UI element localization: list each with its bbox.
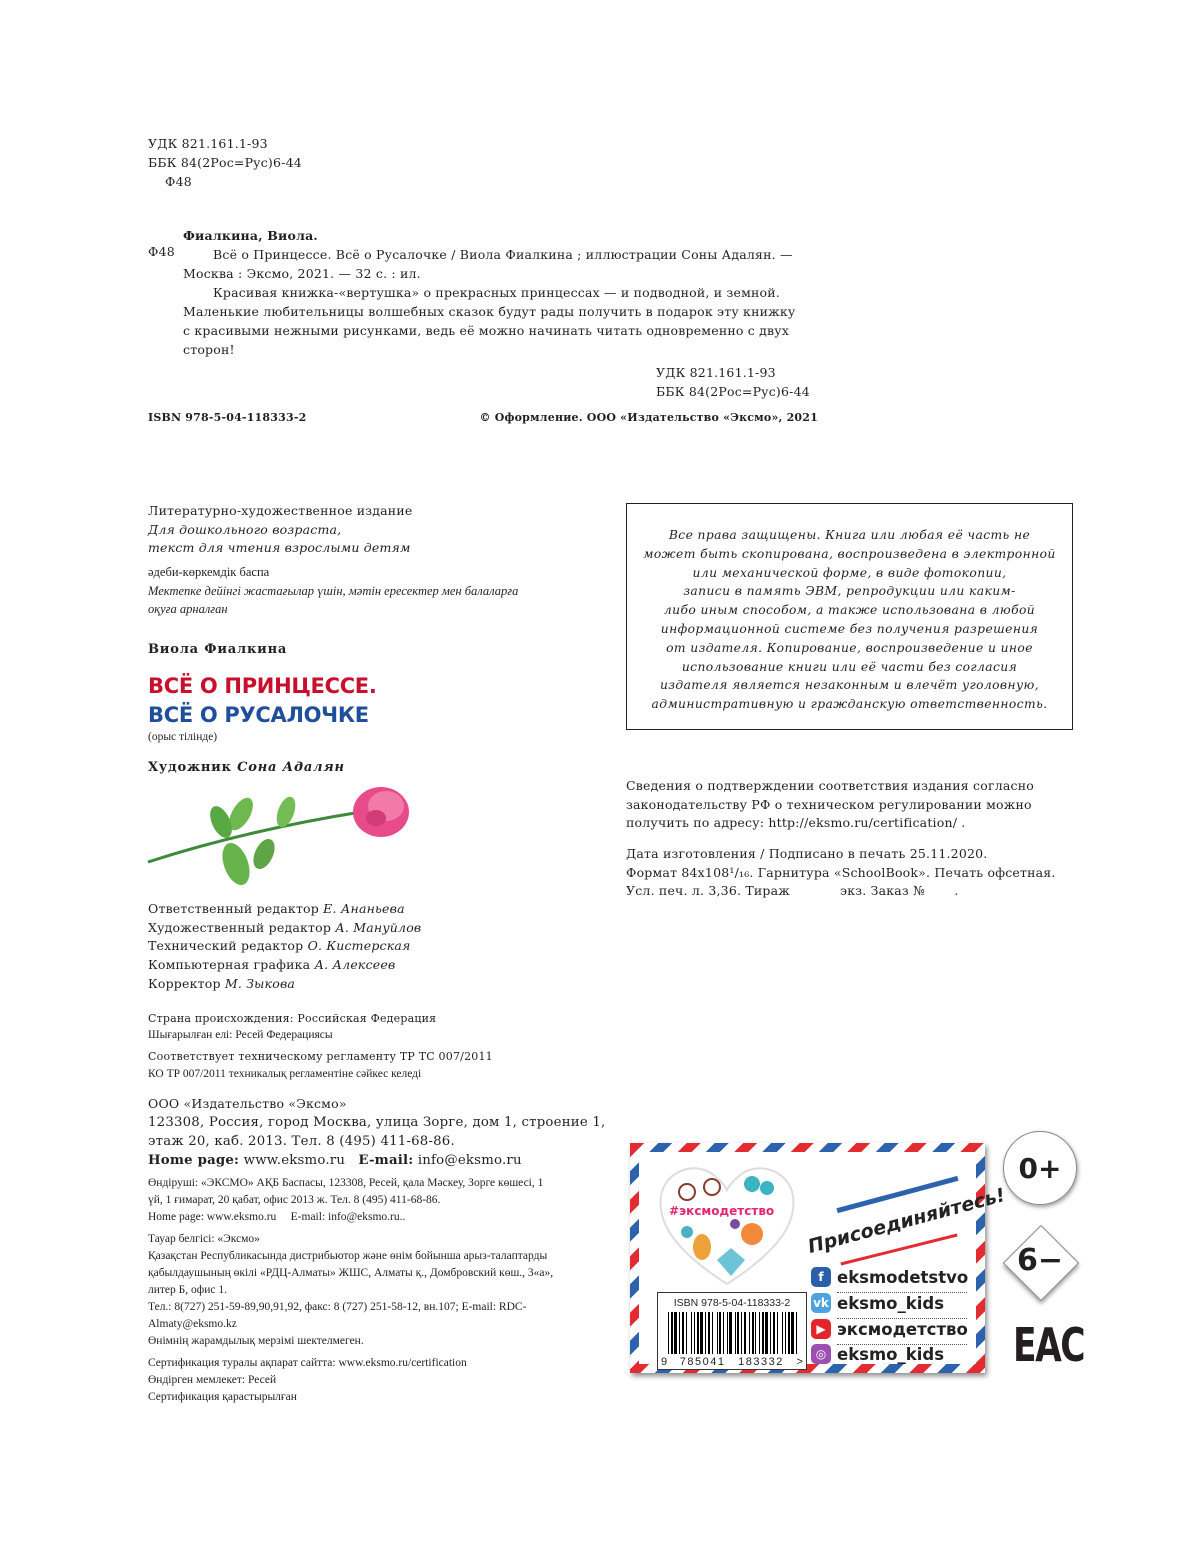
annotation-line: с красивыми нежными рисунками, ведь её можно начинать читать одновременно с двух [183, 323, 790, 338]
barcode-bar [727, 1312, 728, 1354]
social-vk[interactable]: vk eksmo_kids [811, 1293, 944, 1313]
barcode-bar [744, 1312, 746, 1354]
origin-country-kz: Шығарылған елі: Ресей Федерациясы [148, 1029, 333, 1041]
barcode-bar [682, 1312, 684, 1354]
udk-top: УДК 821.161.1-93 [148, 136, 268, 151]
print-line: Формат 84x108¹/₁₆. Гарнитура «SchoolBook». Печать офсетная. [626, 865, 1056, 880]
barcode-bar [791, 1312, 794, 1354]
barcode-bar [694, 1312, 695, 1354]
barcode-bar [700, 1312, 703, 1354]
book-title-2: ВСЁ О РУСАЛОЧКЕ [148, 703, 369, 727]
book-author: Виола Фиалкина [148, 642, 288, 657]
publisher-address: 123308, Россия, город Москва, улица Зорге, дом 1, строение 1, [148, 1115, 606, 1130]
barcode-bar [755, 1312, 756, 1354]
publisher-address: этаж 20, каб. 2013. Тел. 8 (495) 411-68-86. [148, 1134, 455, 1149]
regulation: Соответствует техническому регламенту ТР ТС 007/2011 [148, 1050, 493, 1063]
author-code-top: Ф48 [165, 174, 192, 189]
promo-envelope [630, 1143, 1008, 1373]
certification-line: получить по адресу: http://eksmo.ru/certification/ . [626, 815, 966, 830]
barcode-bar [679, 1312, 680, 1354]
credit-line: Компьютерная графика А. Алексеев [148, 957, 396, 972]
barcode-bar [723, 1312, 724, 1354]
barcode-bar [762, 1312, 764, 1354]
barcode-bar [788, 1312, 790, 1354]
print-line: Дата изготовления / Подписано в печать 25.11.2020. [626, 846, 988, 861]
catalog-line: Москва : Эксмо, 2021. — 32 с. : ил. [183, 266, 421, 281]
copyright: © Оформление. ООО «Издательство «Эксмо», 2021 [479, 411, 818, 424]
barcode-bar [668, 1312, 669, 1354]
edition-age: Для дошкольного возраста, [148, 522, 342, 537]
illustrator [148, 758, 345, 777]
barcode-bar [686, 1312, 687, 1354]
vk-icon: vk [811, 1293, 831, 1313]
barcode-bar [777, 1312, 778, 1354]
credit-line: Технический редактор О. Кистерская [148, 938, 411, 953]
youtube-icon: ▶ [811, 1319, 831, 1339]
barcode-digits: 9 785041 183332 > [661, 1356, 803, 1368]
barcode-bar [765, 1312, 768, 1354]
heart-illustration [657, 1162, 797, 1287]
barcode-bar [773, 1312, 775, 1354]
illustrator-name: Сона Адалян [237, 760, 345, 775]
social-facebook[interactable]: f eksmodetstvo [811, 1267, 968, 1287]
barcode-bar [729, 1312, 732, 1354]
barcode-bar [708, 1312, 710, 1354]
barcode-bar [671, 1312, 673, 1354]
hashtag: #эксмодетство [669, 1204, 775, 1218]
illustrator-label: Художник [148, 760, 232, 775]
barcode-bar [752, 1312, 754, 1354]
barcode-bar [796, 1312, 797, 1354]
barcode-bar [705, 1312, 706, 1354]
age-rating-6minus: 6− [1016, 1243, 1063, 1278]
credit-line: Корректор М. Зыкова [148, 976, 296, 991]
barcode-bar [785, 1312, 786, 1354]
annotation-line: сторон! [183, 342, 235, 357]
isbn: ISBN 978-5-04-118333-2 [148, 411, 307, 424]
edition-type: Литературно-художественное издание [148, 503, 413, 518]
publisher-contacts: Home page: www.eksmo.ru E-mail: info@eksmo.ru [148, 1153, 522, 1168]
barcode-bar [712, 1312, 713, 1354]
catalog-bbk: ББК 84(2Рос=Рус)6-44 [656, 384, 810, 399]
email-link[interactable]: info@eksmo.ru [417, 1153, 522, 1168]
facebook-icon: f [811, 1267, 831, 1287]
catalog-udk: УДК 821.161.1-93 [656, 365, 776, 380]
edition-age-kz: оқуға арналған [148, 602, 228, 616]
origin-country: Страна происхождения: Российская Федерация [148, 1012, 437, 1025]
credit-line: Ответственный редактор Е. Ананьева [148, 901, 405, 916]
credit-line: Художественный редактор А. Мануйлов [148, 920, 422, 935]
social-instagram[interactable]: ◎ eksmo_kids [811, 1344, 944, 1364]
edition-age: текст для чтения взрослыми детям [148, 540, 411, 555]
barcode-bar [735, 1312, 736, 1354]
certification-line: Сведения о подтверждении соответствия издания согласно [626, 778, 1034, 793]
regulation-kz: КО ТР 007/2011 техникалық регламентіне сәйкес келеді [148, 1068, 422, 1080]
rose-illustration [146, 782, 411, 894]
barcode-bar [741, 1312, 742, 1354]
kz-info: Өндіруші: «ЭКСМО» АҚБ Баспасы, 123308, Ресей, қала Мәскеу, Зорге көшесі, 1 үй, 1 ғимарат, 20 қабат, офис 2013 ж. Тел. 8 (495) 411-68-86. Home page: www.eksmo.ru E-mail: info@eksmo.ru.. Тауар белгісі: «Эксмо» Қазақстан Республикасында дистрибьютор және өнім бойынша арыз-талаптарды қабылдаушының өкілі «РДЦ-Алматы» ЖШС, Алматы қ., Домбровский көш., 3«а», литер Б, офис 1. Тел.: 8(727) 251-59-89,90,91,92, факс: 8 (727) 251-58-12, вн.107; E-mail: RDC- Almaty@eksmo.kz Өнімнің жарамдылық мерзімі шектелмеген. Сертификация туралы ақпарат сайтта: www.eksmo.ru/certification Өндірген мемлекет: Ресей Сертификация қарастырылған [148, 1177, 554, 1403]
edition-age-kz: Мектепке дейінгі жастағылар үшін, мәтін ересектер мен балаларға [148, 584, 519, 598]
barcode-bar [770, 1312, 771, 1354]
home-link[interactable]: www.eksmo.ru [243, 1153, 346, 1168]
rights-notice: Все права защищены. Книга или любая её часть не может быть скопирована, воспроизведена в электронной или механической форме, в виде фотокопии, записи в память ЭВМ, репродукции или каким- либо иным способом, а также использована в любой информационной системе без получения разрешения от издателя. Копирование, воспроизведение и иное использование книги или её части без согласия издателя является незаконным и влечёт уголовную, административную и гражданскую ответственность. [626, 503, 1073, 730]
age-rating-0plus: 0+ [1003, 1131, 1077, 1205]
catalog-code: Ф48 [148, 244, 175, 259]
catalog-author: Фиалкина, Виола. [183, 228, 318, 243]
social-youtube[interactable]: ▶ эксмодетство [811, 1319, 968, 1339]
barcode-bar [749, 1312, 750, 1354]
edition-type-kz: әдеби-көркемдік баспа [148, 565, 270, 579]
barcode-bar [719, 1312, 721, 1354]
barcode-bar [782, 1312, 783, 1354]
barcode [657, 1292, 807, 1370]
eac-mark: EAC [1013, 1318, 1085, 1372]
publisher-name: ООО «Издательство «Эксмо» [148, 1096, 347, 1111]
barcode-bar [717, 1312, 718, 1354]
barcode-bar [674, 1312, 677, 1354]
book-title-1: ВСЁ О ПРИНЦЕССЕ. [148, 674, 377, 698]
annotation-line: Красивая книжка-«вертушка» о прекрасных принцессах — и подводной, и земной. [213, 285, 780, 300]
instagram-icon: ◎ [811, 1344, 831, 1364]
slogan: Присоединяйтесь! [805, 1184, 1008, 1258]
catalog-line: Всё о Принцессе. Всё о Русалочке / Виола Фиалкина ; иллюстрации Соны Адалян. — [213, 247, 793, 262]
barcode-bar [737, 1312, 739, 1354]
print-line: Усл. печ. л. 3,36. Тираж экз. Заказ № . [626, 883, 959, 898]
barcode-isbn: ISBN 978-5-04-118333-2 [673, 1297, 791, 1309]
language-note: (орыс тілінде) [148, 731, 218, 743]
barcode-bar [759, 1312, 760, 1354]
certification-line: законодательству РФ о техническом регулировании можно [626, 797, 1032, 812]
barcode-bar [697, 1312, 699, 1354]
annotation-line: Маленькие любительницы волшебных сказок будут рады получить в подарок эту книжку [183, 304, 796, 319]
bbk-top: ББК 84(2Рос=Рус)6-44 [148, 155, 302, 170]
barcode-bar [691, 1312, 692, 1354]
